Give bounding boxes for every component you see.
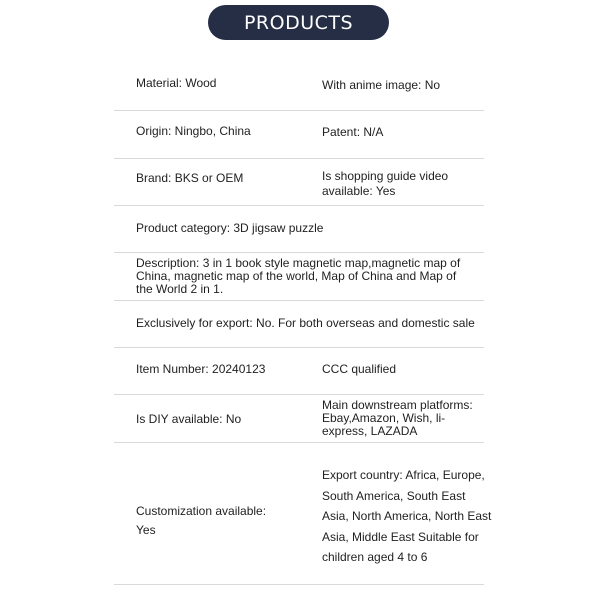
spec-shopping-video: Is shopping guide video available: Yes [322, 169, 449, 198]
spec-row [114, 111, 484, 159]
spec-export-only: Exclusively for export: No. For both overseas and domestic sale [136, 316, 475, 330]
spec-patent: Patent: N/A [322, 125, 384, 139]
spec-row [114, 348, 484, 395]
spec-ccc: CCC qualified [322, 362, 397, 376]
spec-table [114, 63, 492, 585]
page-title: PRODUCTS [243, 11, 354, 34]
products-title-banner [208, 5, 389, 40]
spec-description: Description: 3 in 1 book style magnetic map,magnetic map of China, magnetic map of the world, Map of China and Map of the World 2 in 1. [136, 256, 461, 296]
spec-row [114, 159, 484, 206]
spec-customization: Customization available: Yes [136, 504, 267, 537]
spec-row [114, 253, 484, 301]
spec-row [114, 301, 484, 348]
spec-row [114, 395, 484, 443]
spec-material: Material: Wood [136, 76, 217, 90]
spec-platforms: Main downstream platforms: Ebay,Amazon, Wish, li-express, LAZADA [322, 398, 473, 438]
spec-diy: Is DIY available: No [136, 412, 242, 426]
spec-category: Product category: 3D jigsaw puzzle [136, 221, 324, 235]
spec-row [114, 443, 492, 585]
spec-brand: Brand: BKS or OEM [136, 171, 244, 185]
spec-anime-image: With anime image: No [322, 78, 441, 92]
spec-item-number: Item Number: 20240123 [136, 362, 266, 376]
spec-row [114, 63, 484, 111]
spec-export-country: Export country: Africa, Europe, South America, South East Asia, North America, North East Asia, Middle East Suitable for children aged 4 to 6 [322, 468, 492, 564]
spec-origin: Origin: Ningbo, China [136, 124, 251, 138]
spec-row [114, 206, 484, 253]
